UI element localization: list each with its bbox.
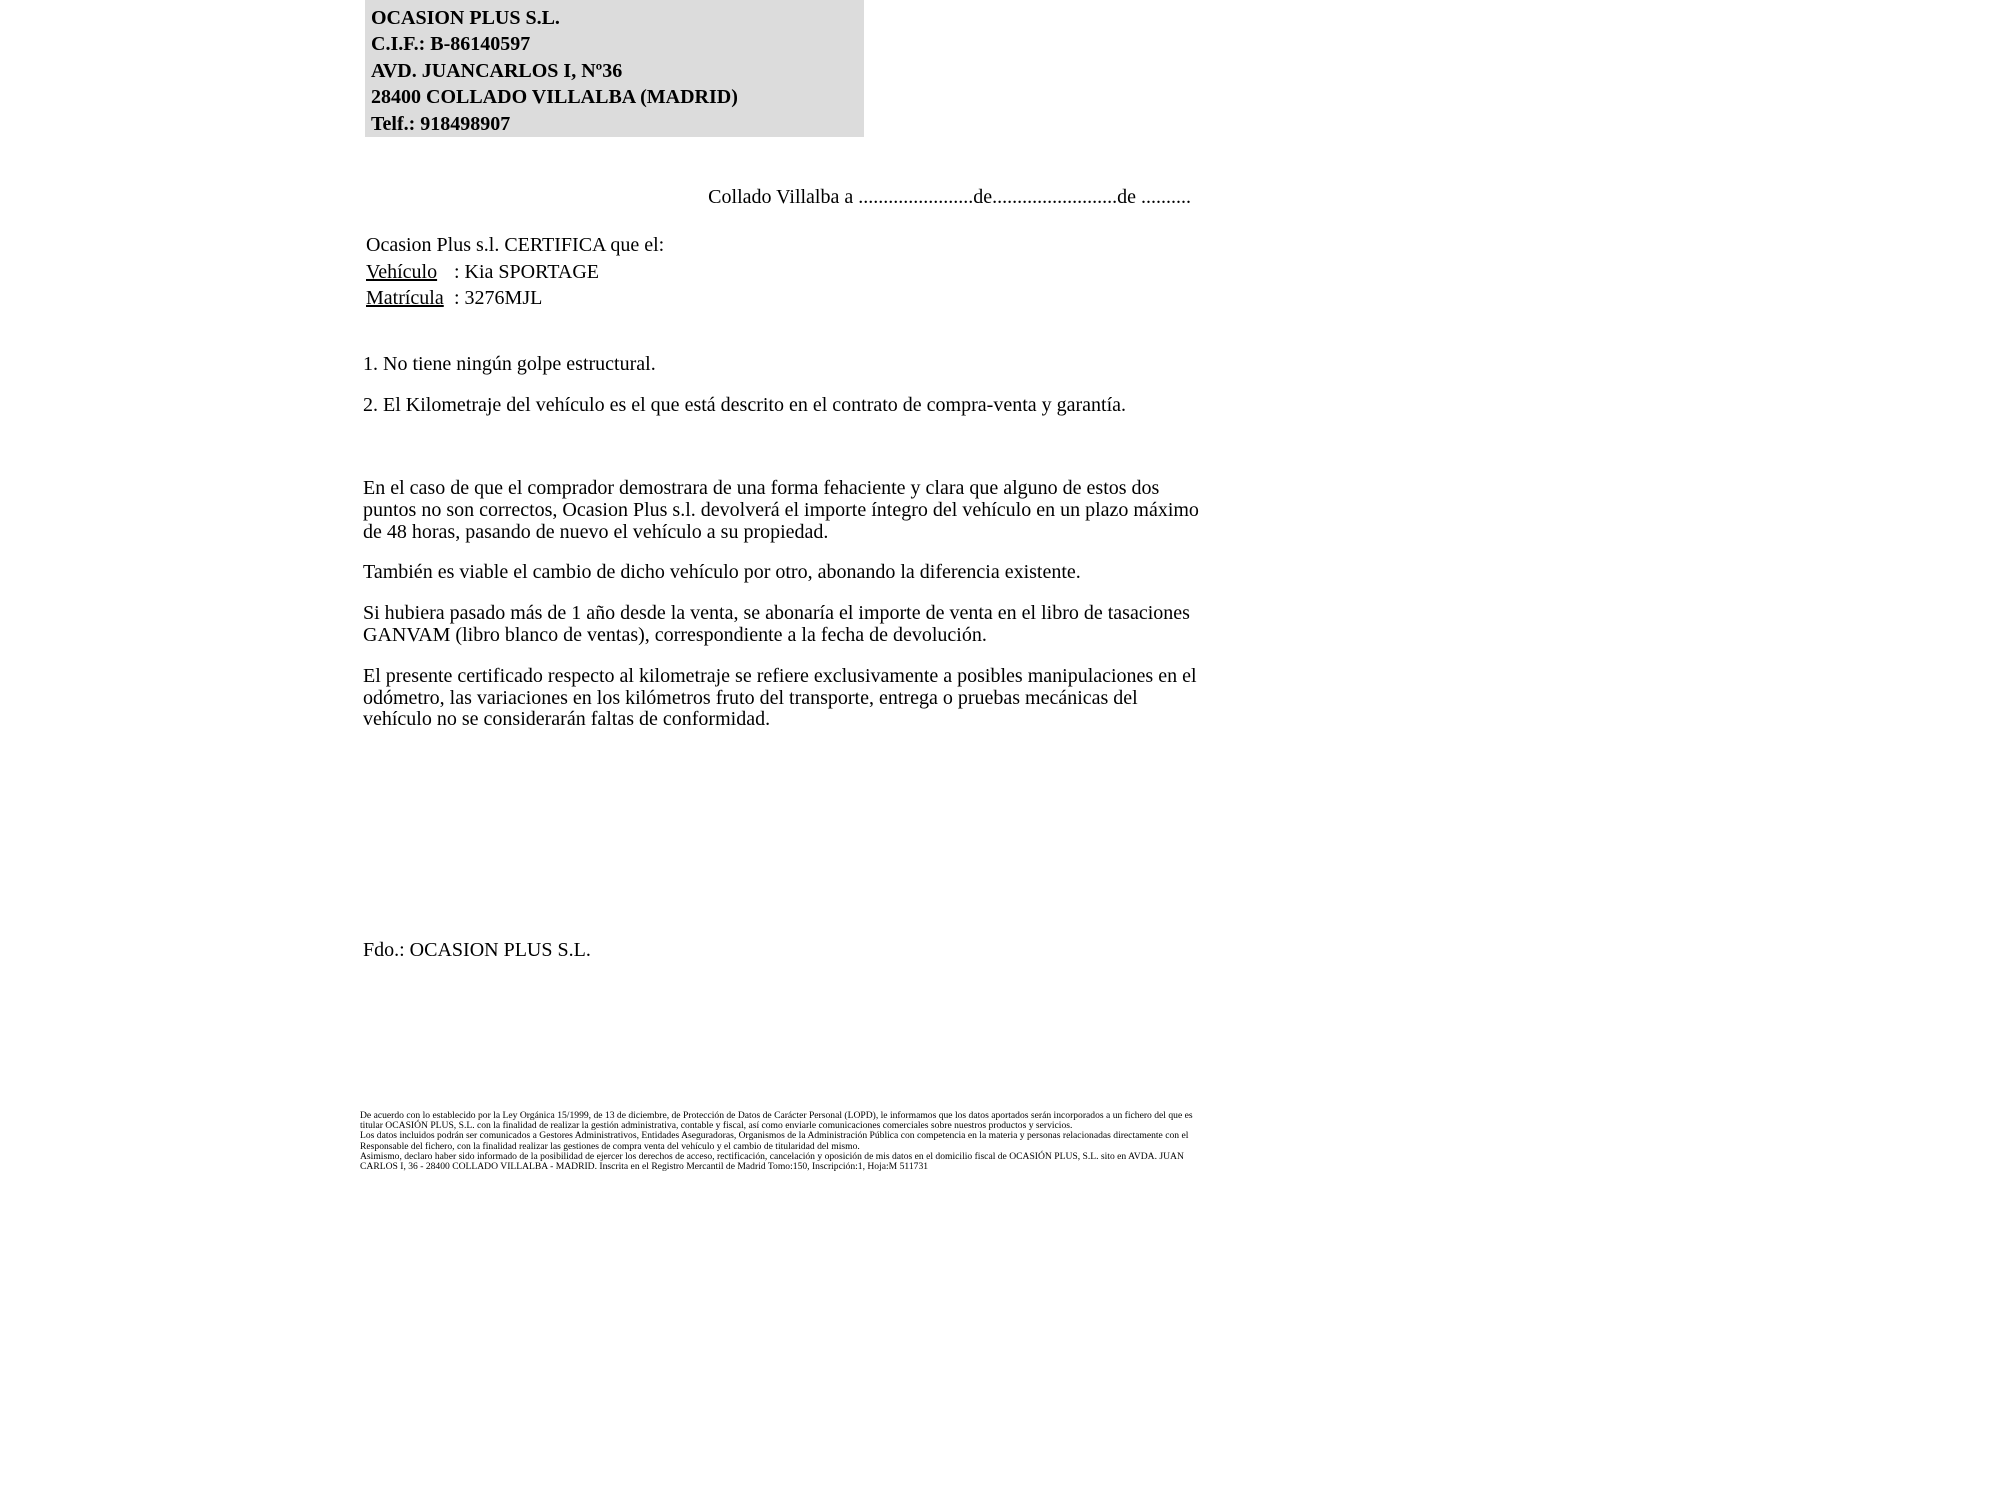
paragraph-exchange: También es viable el cambio de dicho vehículo por otro, abonando la diferencia existente. — [363, 561, 1081, 584]
plate-value: : 3276MJL — [454, 287, 543, 309]
paragraph-ganvam: Si hubiera pasado más de 1 año desde la venta, se abonaría el importe de venta en el libro de tasaciones GANVAM (libro blanco de ventas), correspondiente a la fecha de devolución. — [363, 602, 1190, 646]
legal-footer — [360, 1111, 1208, 1172]
point-2: 2. El Kilometraje del vehículo es el que está descrito en el contrato de compra-venta y garantía. — [363, 394, 1127, 416]
company-city: 28400 COLLADO VILLALBA (MADRID) — [371, 86, 738, 109]
paragraph-odometer: El presente certificado respecto al kilometraje se refiere exclusivamente a posibles manipulaciones en el odómetro, las variaciones en los kilómetros fruto del transporte, entrega o pruebas mecánicas del vehículo no se considerarán faltas de conformidad. — [363, 664, 1197, 731]
certificate-points — [363, 353, 1208, 435]
company-cif: C.I.F.: B-86140597 — [371, 33, 531, 56]
legal-paragraph-data-sharing: Los datos incluidos podrán ser comunicados a Gestores Administrativos, Entidades Aseguradoras, Organismos de la Administración Pública con competencia en la materia y personas relacionadas directamente con el Responsable del fichero, con la finalidad realizar las gestiones de compra venta del vehículo y el cambio de titularidad del mismo. — [360, 1130, 1189, 1152]
vehicle-value: : Kia SPORTAGE — [454, 260, 599, 283]
signature-line: Fdo.: OCASION PLUS S.L. — [363, 939, 591, 961]
company-header — [365, 0, 864, 137]
certify-intro: Ocasion Plus s.l. CERTIFICA que el: — [366, 234, 665, 256]
plate-label: Matrícula — [366, 287, 444, 309]
company-name: OCASION PLUS S.L. — [371, 7, 560, 29]
company-phone: Telf.: 918498907 — [371, 112, 511, 135]
certificate-intro-block — [366, 232, 664, 312]
legal-paragraph-lopd: De acuerdo con lo establecido por la Ley Orgánica 15/1999, de 13 de diciembre, de Protección de Datos de Carácter Personal (LOPD), le informamos que los datos aportados serán incorporados a un fichero del que es titular OCASIÓN PLUS, S.L. con la finalidad de realizar la gestión administrativa, contable y fiscal, así como enviarle comunicaciones comerciales sobre nuestros productos y servicios. — [360, 1110, 1193, 1132]
point-1: 1. No tiene ningún golpe estructural. — [363, 353, 656, 375]
plate-row — [366, 285, 664, 312]
vehicle-label: Vehículo — [366, 260, 438, 283]
certificate-terms — [363, 478, 1203, 750]
company-address: AVD. JUANCARLOS I, Nº36 — [371, 59, 623, 82]
date-line: Collado Villalba a .......................de.........................de .......... — [708, 186, 1191, 208]
vehicle-row — [366, 259, 664, 286]
legal-paragraph-rights: Asimismo, declaro haber sido informado de la posibilidad de ejercer los derechos de acceso, rectificación, cancelación y oposición de mis datos en el domicilio fiscal de OCASIÓN PLUS, S.L. sito en AVDA. JUAN CARLOS I, 36 - 28400 COLLADO VILLALBA - MADRID. Inscrita en el Registro Mercantil de Madrid Tomo:150, Inscripción:1, Hoja:M 511731 — [360, 1150, 1184, 1173]
paragraph-refund: En el caso de que el comprador demostrara de una forma fehaciente y clara que alguno de estos dos puntos no son correctos, Ocasion Plus s.l. devolverá el importe íntegro del vehículo en un plazo máximo de 48 horas, pasando de nuevo el vehículo a su propiedad. — [363, 477, 1199, 543]
